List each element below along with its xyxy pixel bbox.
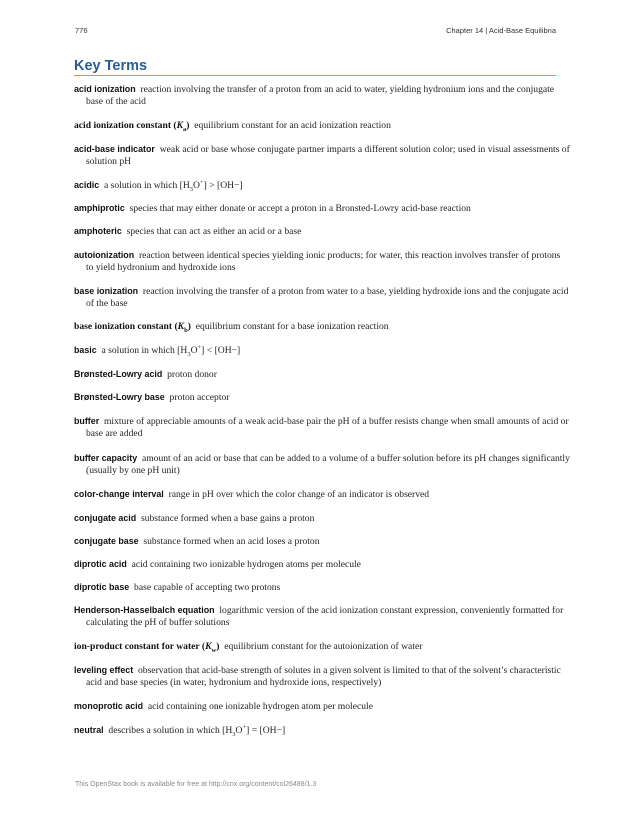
- term-label: acid-base indicator: [74, 144, 155, 154]
- term-label: acidic: [74, 180, 100, 190]
- definition-superscript: +: [199, 178, 204, 186]
- term-definition: [102, 345, 241, 356]
- term-label: base ionization: [74, 286, 139, 296]
- section-title: Key Terms: [74, 58, 556, 76]
- key-term-entry: [74, 344, 570, 357]
- term-definition: observation that acid-base strength of solutes in a given solvent is limited to that of the solvent’s characteristic acid and base species (in water, hydronium and hydroxide ions, respectively): [86, 665, 561, 689]
- term-definition: acid containing two ionizable hydrogen atoms per molecule: [131, 559, 361, 570]
- key-term-entry: [74, 641, 570, 653]
- key-term-entry: [74, 285, 570, 311]
- term-label: acid ionization constant (: [74, 120, 177, 131]
- key-term-entry: [74, 249, 570, 275]
- term-definition: weak acid or base whose conjugate partner imparts a different solution color; used in visual assessments of solution pH: [86, 144, 570, 168]
- term-label: buffer: [74, 416, 100, 426]
- term-label: Brønsted-Lowry base: [74, 392, 165, 402]
- term-label: ion-product constant for water (: [74, 641, 206, 652]
- term: [74, 321, 191, 332]
- term: [74, 513, 136, 523]
- definition-text: ] > [OH−]: [203, 180, 243, 191]
- term: [74, 725, 104, 735]
- term-definition: equilibrium constant for a base ionization reaction: [195, 321, 389, 332]
- term-subscript: w: [211, 646, 217, 654]
- definition-subscript: 3: [187, 350, 191, 358]
- term-definition: base capable of accepting two protons: [134, 582, 281, 593]
- definition-text: ] < [OH−]: [201, 345, 241, 356]
- term-label: diprotic acid: [74, 559, 127, 569]
- term-definition: substance formed when a base gains a proton: [140, 513, 315, 524]
- term: [74, 120, 189, 131]
- term-subscript: a: [183, 125, 187, 133]
- key-term-entry: [74, 368, 570, 381]
- term-label: base ionization constant (: [74, 321, 178, 332]
- key-term-entry: [74, 415, 570, 441]
- term: [74, 453, 137, 463]
- definition-subscript: 3: [232, 730, 236, 738]
- term-label: basic: [74, 345, 97, 355]
- term-definition: mixture of appreciable amounts of a weak acid-base pair the pH of a buffer resists change when small amounts of acid or base are added: [86, 416, 569, 440]
- key-term-entry: [74, 120, 570, 132]
- term-definition: reaction between identical species yielding ionic products; for water, this reaction involves transfer of protons to yield hydronium and hydroxide ions: [86, 250, 561, 274]
- term-label: autoionization: [74, 250, 135, 260]
- page-number: 776: [75, 26, 88, 35]
- key-term-entry: [74, 558, 570, 571]
- term-label: color-change interval: [74, 489, 164, 499]
- term-definition: proton acceptor: [169, 392, 230, 403]
- term: [74, 392, 165, 402]
- term-close: ): [187, 321, 191, 332]
- term: [74, 536, 139, 546]
- definition-text: O: [190, 345, 198, 356]
- term-definition: [108, 725, 285, 736]
- key-term-entry: [74, 581, 570, 594]
- term-close: ): [186, 120, 190, 131]
- definition-text: ] = [OH−]: [246, 725, 286, 736]
- term-definition: species that can act as either an acid or a base: [126, 226, 302, 237]
- term-definition: equilibrium constant for an acid ionization reaction: [194, 120, 391, 131]
- term-definition: reaction involving the transfer of a proton from water to a base, yielding hydroxide ions and the conjugate acid of the base: [86, 286, 569, 310]
- term-close: ): [216, 641, 220, 652]
- term-definition: [104, 180, 243, 191]
- key-term-entry: [74, 179, 570, 192]
- term-subscript: b: [184, 326, 188, 334]
- term-definition: logarithmic version of the acid ionization constant expression, conveniently formatted for calculating the pH of buffer solutions: [86, 605, 564, 629]
- term-definition: proton donor: [167, 369, 217, 380]
- key-term-entry: [74, 604, 570, 630]
- key-term-entry: [74, 225, 570, 238]
- term: [74, 605, 215, 615]
- definition-text: O: [235, 725, 243, 736]
- term-label: conjugate acid: [74, 513, 137, 523]
- term-label: leveling effect: [74, 665, 134, 675]
- term: [74, 665, 133, 675]
- definition-text: O: [193, 180, 200, 191]
- term: [74, 144, 155, 154]
- definition-text: a solution in which [H: [101, 345, 188, 356]
- page-footer: This OpenStax book is available for free at http://cnx.org/content/col26488/1.3: [75, 781, 317, 788]
- definition-subscript: 3: [189, 185, 194, 193]
- term: [74, 180, 99, 190]
- key-term-entry: [74, 664, 570, 690]
- key-term-entry: [74, 391, 570, 404]
- term-label: amphoteric: [74, 226, 122, 236]
- term: [74, 250, 134, 260]
- term: [74, 286, 138, 296]
- term-definition: species that may either donate or accept a proton in a Bronsted-Lowry acid-base reaction: [129, 203, 471, 214]
- term-symbol: K: [176, 120, 184, 131]
- key-term-entry: [74, 452, 570, 478]
- term: [74, 701, 143, 711]
- definition-text: a solution in which [H: [103, 180, 190, 191]
- key-term-entry: [74, 143, 570, 169]
- key-term-entry: [74, 535, 570, 548]
- term-definition: reaction involving the transfer of a proton from an acid to water, yielding hydronium ions and the conjugate base of the acid: [86, 84, 555, 108]
- key-term-entry: [74, 724, 570, 737]
- key-term-entry: [74, 321, 570, 333]
- term-label: neutral: [74, 725, 104, 735]
- term-label: Henderson-Hasselbalch equation: [74, 605, 215, 615]
- term-label: monoprotic acid: [74, 701, 144, 711]
- key-term-entry: [74, 83, 570, 109]
- term: [74, 559, 127, 569]
- term-symbol: K: [205, 641, 212, 652]
- term: [74, 345, 97, 355]
- term: [74, 489, 164, 499]
- term: [74, 84, 136, 94]
- definition-superscript: +: [242, 723, 247, 731]
- term-label: diprotic base: [74, 582, 130, 592]
- term: [74, 641, 219, 652]
- running-header: Chapter 14 | Acid-Base Equilibria: [446, 26, 556, 35]
- term: [74, 203, 125, 213]
- term-symbol: K: [177, 321, 185, 332]
- key-term-entry: [74, 512, 570, 525]
- term-label: buffer capacity: [74, 453, 138, 463]
- term-definition: substance formed when an acid loses a proton: [143, 536, 320, 547]
- term-label: acid ionization: [74, 84, 136, 94]
- key-term-entry: [74, 488, 570, 501]
- term: [74, 582, 129, 592]
- key-term-entry: [74, 700, 570, 713]
- key-term-entry: [74, 202, 570, 215]
- term-definition: amount of an acid or base that can be added to a volume of a buffer solution before its pH changes significantly (usually by one pH unit): [86, 453, 570, 477]
- definition-superscript: +: [197, 343, 202, 351]
- term-label: Brønsted-Lowry acid: [74, 369, 163, 379]
- term: [74, 226, 122, 236]
- term-label: amphiprotic: [74, 203, 125, 213]
- term-label: conjugate base: [74, 536, 139, 546]
- term-definition: equilibrium constant for the autoionization of water: [224, 641, 423, 652]
- definition-text: describes a solution in which [H: [108, 725, 233, 736]
- term: [74, 369, 162, 379]
- term: [74, 416, 99, 426]
- term-definition: acid containing one ionizable hydrogen atom per molecule: [147, 701, 373, 712]
- term-definition: range in pH over which the color change of an indicator is observed: [168, 489, 430, 500]
